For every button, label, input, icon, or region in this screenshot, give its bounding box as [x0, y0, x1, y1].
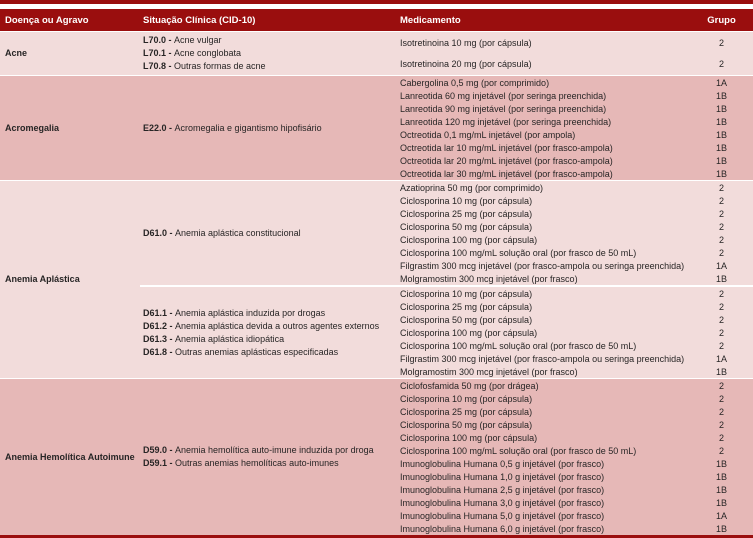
medication-name: Ciclosporina 25 mg (por cápsula)	[400, 208, 533, 219]
cid-block	[140, 76, 753, 180]
disease-section-body	[140, 32, 753, 75]
cid-block	[140, 32, 753, 75]
medication-row	[395, 431, 753, 444]
medication-row	[395, 194, 753, 207]
disease-section-body	[140, 379, 753, 535]
medication-group-value: 1B	[715, 273, 727, 284]
medication-column	[395, 379, 753, 535]
disease-name: Anemia Aplástica	[5, 274, 80, 284]
medication-name: Molgramostim 300 mcg injetável (por frasco)	[400, 273, 578, 284]
cid-code: D59.0 -	[143, 445, 176, 455]
medication-row	[395, 54, 753, 76]
medication-name: Imunoglobulina Humana 2,5 g injetável (por frasco)	[400, 484, 605, 495]
medication-row	[395, 76, 753, 89]
disease-section-body	[140, 181, 753, 378]
cid-description: Anemia aplástica devida a outros agentes externos	[175, 320, 380, 331]
medication-row	[395, 128, 753, 141]
medication-group-value: 1A	[715, 77, 727, 88]
medication-group-value: 2	[718, 182, 724, 193]
medication-name: Ciclosporina 10 mg (por cápsula)	[400, 195, 533, 206]
medication-group-value: 1B	[715, 129, 727, 140]
medication-group-value: 2	[718, 445, 724, 456]
cid-entry	[143, 346, 395, 359]
disease-section	[0, 378, 753, 535]
cid-block	[140, 285, 753, 378]
medication-name: Ciclosporina 10 mg (por cápsula)	[400, 288, 533, 299]
medication-row	[395, 115, 753, 128]
cid-description: Anemia hemolítica auto-imune induzida por droga	[175, 445, 374, 455]
cid-code: L70.8 -	[143, 61, 175, 71]
medication-name: Octreotida lar 30 mg/mL injetável (por frasco-ampola)	[400, 168, 613, 179]
cid-code: E22.0 -	[143, 122, 175, 133]
cid-entry	[143, 227, 395, 240]
medication-group-value: 1B	[715, 168, 727, 179]
cid-description: Acromegalia e gigantismo hipofisário	[174, 122, 322, 133]
disease-section	[0, 31, 753, 75]
cid-description: Outras anemias aplásticas especificadas	[175, 346, 339, 357]
cid-block	[140, 181, 753, 285]
medication-name: Molgramostim 300 mcg injetável (por frasco)	[400, 366, 578, 377]
medication-row	[395, 207, 753, 220]
medication-row	[395, 457, 753, 470]
cid-description: Outras formas de acne	[174, 61, 266, 71]
medication-row	[395, 392, 753, 405]
cid-description: Outras anemias hemolíticas auto-imunes	[175, 458, 339, 468]
medication-row	[395, 496, 753, 509]
cid-entry	[143, 333, 395, 346]
medication-row	[395, 418, 753, 431]
medication-name: Lanreotida 60 mg injetável (por seringa preenchida)	[400, 90, 607, 101]
cid-column	[140, 287, 395, 378]
medication-name: Lanreotida 120 mg injetável (por seringa preenchida)	[400, 116, 612, 127]
medication-group-value: 2	[718, 340, 724, 351]
medication-name: Ciclosporina 100 mg (por cápsula)	[400, 234, 538, 245]
column-header-doenca: Doença ou Agravo	[5, 14, 89, 26]
medication-group-value: 2	[718, 327, 724, 338]
cid-column	[140, 76, 395, 180]
column-header-grupo: Grupo	[707, 14, 736, 26]
medication-group-value: 2	[718, 234, 724, 245]
disease-name: Acromegalia	[5, 122, 60, 133]
medication-name: Azatioprina 50 mg (por comprimido)	[400, 182, 544, 193]
medication-row	[395, 167, 753, 180]
medication-row	[395, 287, 753, 300]
medication-group-value: 1B	[715, 142, 727, 153]
medication-name: Ciclosporina 50 mg (por cápsula)	[400, 419, 533, 430]
medication-name: Filgrastim 300 mcg injetável (por frasco-ampola ou seringa preenchida)	[400, 353, 685, 364]
medication-name: Imunoglobulina Humana 6,0 g injetável (por frasco)	[400, 523, 605, 534]
medication-name: Cabergolina 0,5 mg (por comprimido)	[400, 77, 550, 88]
medication-group-value: 2	[718, 288, 724, 299]
medication-row	[395, 272, 753, 285]
cid-entry	[143, 457, 395, 470]
medication-group-value: 2	[718, 195, 724, 206]
medication-row	[395, 154, 753, 167]
medication-row	[395, 32, 753, 54]
medication-group-value: 1B	[715, 116, 727, 127]
medication-group-value: 2	[718, 314, 724, 325]
medication-name: Ciclosporina 50 mg (por cápsula)	[400, 221, 533, 232]
cid-description: Anemia aplástica constitucional	[175, 227, 301, 238]
medication-name: Octreotida lar 20 mg/mL injetável (por frasco-ampola)	[400, 155, 613, 166]
medication-row	[395, 365, 753, 378]
cid-code: L70.0 -	[143, 35, 175, 45]
cid-code: L70.1 -	[143, 48, 175, 58]
cid-entry	[143, 307, 395, 320]
medication-name: Ciclosporina 100 mg/mL solução oral (por frasco de 50 mL)	[400, 340, 637, 351]
cid-code: D61.0 -	[143, 227, 176, 238]
medication-group-value: 2	[718, 301, 724, 312]
cid-code: D61.2 -	[143, 320, 176, 331]
cid-description: Acne vulgar	[174, 35, 222, 45]
column-header-situacao-clinica: Situação Clínica (CID-10)	[143, 14, 256, 26]
medication-row	[395, 509, 753, 522]
cid-entry	[143, 47, 395, 60]
cid-column	[140, 32, 395, 75]
cid-column	[140, 181, 395, 285]
medication-row	[395, 181, 753, 194]
medication-name: Ciclosporina 100 mg/mL solução oral (por frasco de 50 mL)	[400, 247, 637, 258]
medication-group-value: 1B	[715, 458, 727, 469]
medication-row	[395, 259, 753, 272]
medication-group-value: 2	[718, 419, 724, 430]
cid-entry	[143, 60, 395, 73]
disease-name: Acne	[5, 48, 28, 58]
cid-entry	[143, 34, 395, 47]
medication-row	[395, 233, 753, 246]
medication-group-value: 2	[718, 406, 724, 417]
medication-name: Octreotida 0,1 mg/mL injetável (por ampola)	[400, 129, 576, 140]
medication-group-value: 1A	[715, 510, 727, 521]
medication-group-value: 2	[718, 208, 724, 219]
disease-name: Anemia Hemolítica Autoimune	[5, 451, 135, 462]
medication-row	[395, 444, 753, 457]
medication-group-value: 1B	[715, 90, 727, 101]
medication-group-value: 1B	[715, 497, 727, 508]
medication-group-value: 1B	[715, 523, 727, 534]
medication-name: Lanreotida 90 mg injetável (por seringa preenchida)	[400, 103, 607, 114]
medication-group-value: 1A	[715, 260, 727, 271]
medication-group-value: 2	[718, 221, 724, 232]
table-body	[0, 31, 753, 535]
cid-description: Anemia aplástica idiopática	[175, 333, 285, 344]
medication-name: Ciclosporina 25 mg (por cápsula)	[400, 406, 533, 417]
medication-name: Filgrastim 300 mcg injetável (por frasco-ampola ou seringa preenchida)	[400, 260, 685, 271]
medication-name: Ciclofosfamida 50 mg (por drágea)	[400, 380, 539, 391]
medication-group-value: 1B	[715, 155, 727, 166]
medication-row	[395, 483, 753, 496]
cid-entry	[143, 122, 395, 135]
medication-name: Ciclosporina 10 mg (por cápsula)	[400, 393, 533, 404]
medication-name: Octreotida lar 10 mg/mL injetável (por frasco-ampola)	[400, 142, 613, 153]
medication-group-value: 2	[718, 432, 724, 443]
medication-group-value: 2	[718, 380, 724, 391]
medication-row	[395, 326, 753, 339]
medication-group-value: 2	[718, 247, 724, 258]
disease-section	[0, 75, 753, 180]
cid-description: Anemia aplástica induzida por drogas	[175, 307, 326, 318]
medication-name: Imunoglobulina Humana 0,5 g injetável (por frasco)	[400, 458, 605, 469]
medication-group-value: 2	[718, 393, 724, 404]
medication-name: Ciclosporina 25 mg (por cápsula)	[400, 301, 533, 312]
cid-code: D61.8 -	[143, 346, 176, 357]
medication-name: Imunoglobulina Humana 5,0 g injetável (por frasco)	[400, 510, 605, 521]
medication-row	[395, 379, 753, 392]
medication-row	[395, 141, 753, 154]
medication-row	[395, 339, 753, 352]
medication-column	[395, 181, 753, 285]
cid-entry	[143, 320, 395, 333]
medication-row	[395, 246, 753, 259]
medication-column	[395, 32, 753, 75]
medication-name: Isotretinoina 20 mg (por cápsula)	[400, 59, 532, 70]
disease-section-body	[140, 76, 753, 180]
table-header-row	[0, 9, 753, 31]
medication-group-value: 1B	[715, 471, 727, 482]
medication-name: Ciclosporina 100 mg/mL solução oral (por frasco de 50 mL)	[400, 445, 637, 456]
medication-row	[395, 470, 753, 483]
cid-code: D61.1 -	[143, 307, 176, 318]
medication-group-value: 2	[718, 59, 724, 70]
medication-row	[395, 102, 753, 115]
medication-row	[395, 89, 753, 102]
cid-column	[140, 379, 395, 535]
medication-row	[395, 522, 753, 535]
medication-group-value: 2	[718, 37, 724, 48]
cid-description: Acne conglobata	[174, 48, 242, 58]
disease-section	[0, 180, 753, 378]
medication-row	[395, 405, 753, 418]
cid-entry	[143, 444, 395, 457]
medication-column	[395, 287, 753, 378]
medication-name: Ciclosporina 50 mg (por cápsula)	[400, 314, 533, 325]
medication-group-value: 1A	[715, 353, 727, 364]
medication-name: Imunoglobulina Humana 1,0 g injetável (por frasco)	[400, 471, 605, 482]
cid-code: D61.3 -	[143, 333, 176, 344]
medication-row	[395, 352, 753, 365]
medication-column	[395, 76, 753, 180]
medication-row	[395, 300, 753, 313]
medication-name: Ciclosporina 100 mg (por cápsula)	[400, 327, 538, 338]
medication-name: Imunoglobulina Humana 3,0 g injetável (por frasco)	[400, 497, 605, 508]
medication-group-value: 1B	[715, 366, 727, 377]
medication-group-value: 1B	[715, 103, 727, 114]
cid-code: D59.1 -	[143, 458, 176, 468]
column-header-medicamento: Medicamento	[400, 14, 461, 26]
medication-name: Ciclosporina 100 mg (por cápsula)	[400, 432, 538, 443]
medication-name: Isotretinoina 10 mg (por cápsula)	[400, 37, 532, 48]
top-border-bar	[0, 0, 753, 4]
cid-block	[140, 379, 753, 535]
medication-group-value: 1B	[715, 484, 727, 495]
medication-row	[395, 313, 753, 326]
medication-row	[395, 220, 753, 233]
